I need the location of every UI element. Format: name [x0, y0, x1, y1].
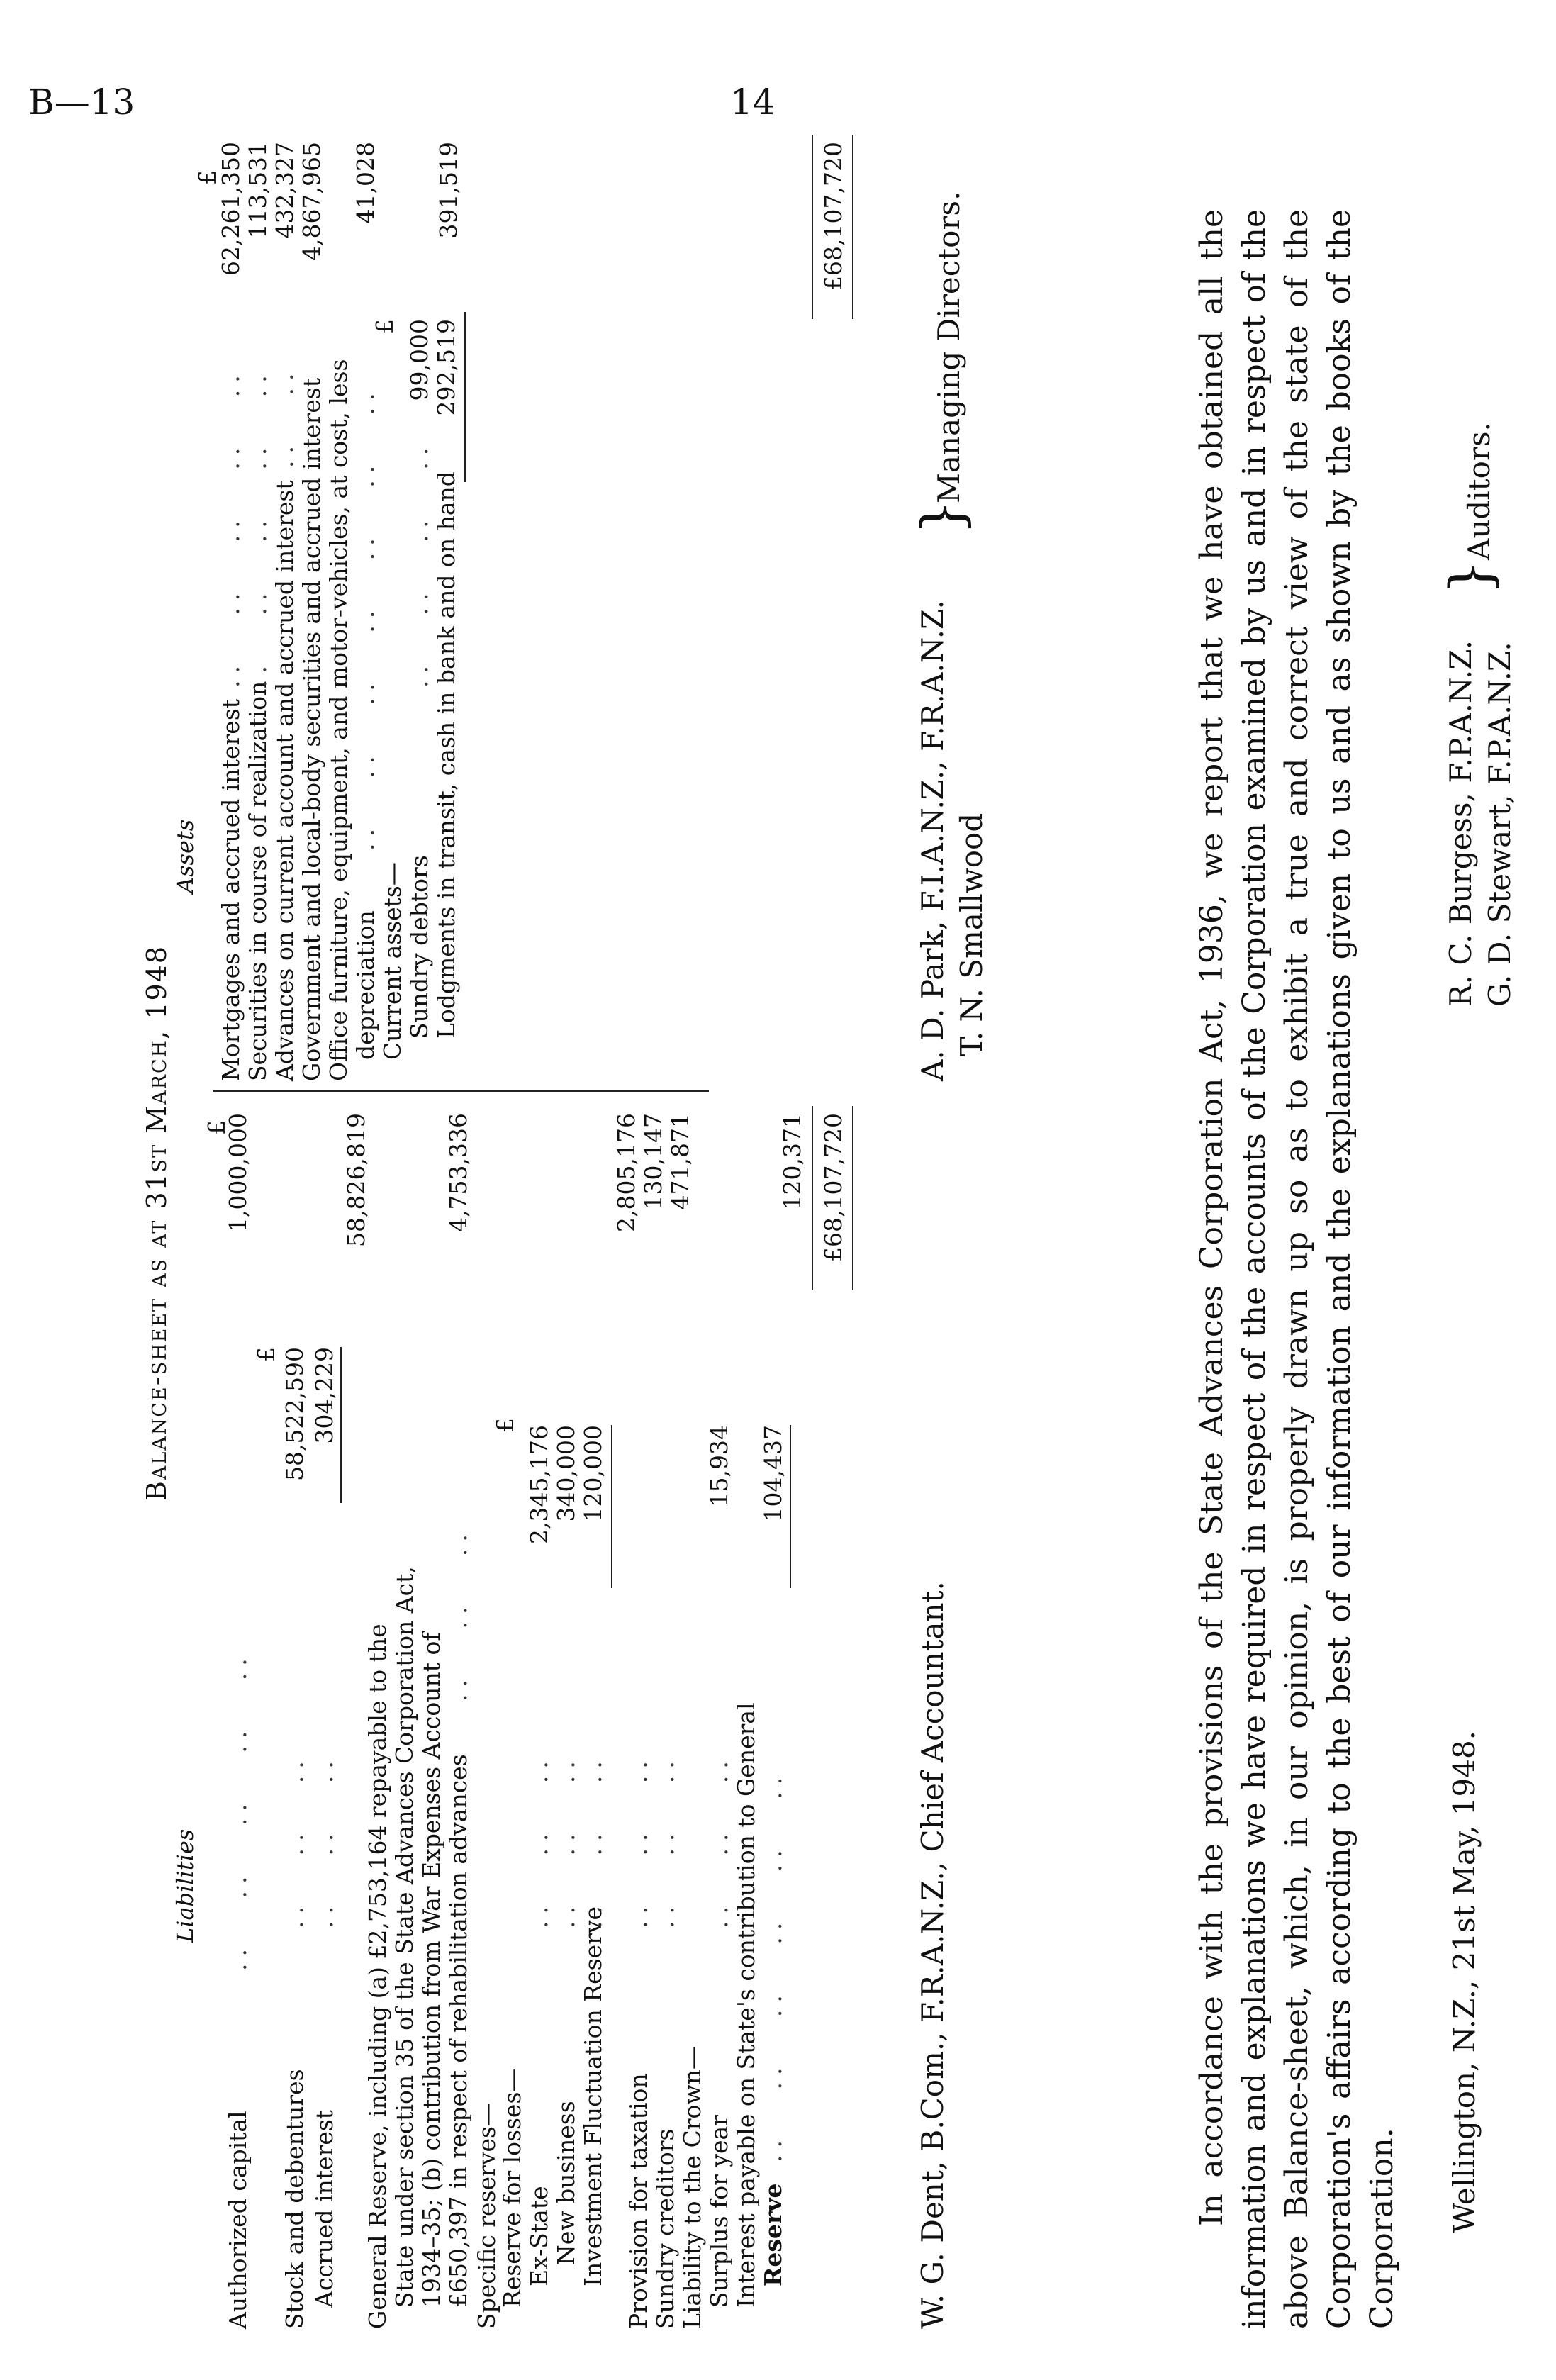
leader-dots: .. .. .. .. .. ..	[759, 1770, 787, 2162]
specific-reserves-total: 2,805,176	[612, 1113, 640, 1232]
leader-dots: .. ..	[271, 366, 298, 468]
general-reserve-line-4: £650,397 in respect of rehabilitation advances	[444, 1754, 472, 2308]
leader-dots: .. .. ..	[552, 1754, 580, 1928]
authorized-capital-amount: 1,000,000	[224, 1113, 252, 1232]
balance-sheet-rotated	[142, 106, 1556, 2340]
leader-dots: .. .. .. .. ..	[224, 1651, 252, 1971]
general-reserve-line-1: General Reserve, including (a) £2,753,164 repayable to the	[364, 1624, 391, 2329]
rule	[812, 135, 813, 319]
page-number: 14	[730, 82, 776, 123]
auditors-report: In accordance with the provisions of the State Advances Corporation Act, 1936, we report that we have obtained all the information and explanations we have required in respect of the accounts of the Corporation examined by us and in respect of the above Balance-sheet, which, in our opinion, is properly drawn up so as to exhibit a true and correct view of the state of the Corporation's affairs according to the best of our information and the explanations given to us and as shown by the books of the Corporation.	[1194, 209, 1400, 2329]
auditors-role: Auditors.	[1462, 422, 1496, 560]
general-reserve-line-2: State under section 35 of the State Advances Corporation Act,	[391, 1566, 418, 2308]
general-reserve-line-3: 1934–35; (b) contribution from War Expenses Account of	[418, 1632, 445, 2308]
surplus-amount: 15,934	[705, 1425, 733, 1507]
brace: }	[1438, 559, 1504, 596]
assets-heading: Assets	[172, 819, 198, 893]
securities-label: Securities in course of realization	[244, 681, 272, 1081]
crown-total: 120,371	[778, 1113, 806, 1210]
lodgments-amount: 292,519	[432, 319, 460, 416]
double-rule	[851, 135, 856, 319]
stock-amount: 58,522,590	[281, 1347, 308, 1481]
brace: }	[909, 499, 975, 535]
leader-dots: .. .. .. ..	[405, 440, 433, 688]
auditor-2: G. D. Stewart, F.P.A.N.Z.	[1482, 642, 1517, 1007]
accrued-amount: 304,229	[310, 1347, 338, 1444]
current-assets-total: 391,519	[435, 142, 462, 239]
investment-fluctuation-amount: 120,000	[579, 1425, 607, 1522]
stock-total: 58,826,819	[342, 1113, 370, 1247]
sundry-creditors-amount: 471,871	[666, 1113, 694, 1210]
assets-total: £68,107,720	[819, 142, 847, 291]
office-label-line-1: Office furniture, equipment, and motor-vehicles, at cost, less	[325, 359, 352, 1081]
double-rule	[851, 1106, 856, 1290]
taxation-amount: 130,147	[639, 1113, 667, 1210]
auditor-1: R. C. Burgess, F.P.A.N.Z.	[1443, 639, 1478, 1007]
investment-fluctuation-label: Investment Fluctuation Reserve	[579, 1906, 607, 2286]
accrued-label: Accrued interest	[310, 2109, 338, 2308]
balance-sheet-title: Balance-sheet as at 31st March, 1948	[141, 944, 172, 1502]
place-date: Wellington, N.Z., 21st May, 1948.	[1447, 1730, 1482, 2233]
leader-dots: .. .. .. .. .. .. ..	[352, 386, 379, 851]
reserve-amount: 104,437	[759, 1425, 787, 1522]
leader-dots: .. .. ..	[525, 1754, 553, 1928]
column-divider	[213, 1090, 709, 1092]
interest-payable-label: Interest payable on State's contribution to General	[732, 1702, 760, 2308]
authorized-capital-label: Authorized capital	[224, 2111, 252, 2329]
lodgments-label: Lodgments in transit, cash in bank and on hand	[432, 471, 460, 1039]
managing-directors-role: Managing Directors.	[931, 191, 966, 503]
leader-dots: .. .. ..	[705, 1754, 733, 1928]
liabilities-total: £68,107,720	[819, 1113, 847, 1262]
assets-currency-inner: £	[371, 319, 398, 334]
taxation-label: Provision for taxation	[625, 2073, 652, 2329]
rule	[812, 1106, 813, 1290]
surplus-label: Surplus for year	[705, 2115, 733, 2308]
page-reference: B—13	[28, 82, 135, 123]
advances-amount: 432,327	[271, 142, 298, 239]
liabilities-currency-inner: £	[252, 1347, 280, 1362]
leader-dots: .. .. ..	[310, 1754, 338, 1928]
general-reserve-amount: 4,753,336	[444, 1113, 472, 1232]
reserve-losses-label: Reserve for losses—	[498, 2068, 526, 2308]
office-label-line-2: depreciation	[352, 910, 379, 1060]
leader-dots: .. .. .. .. ..	[244, 368, 272, 688]
new-business-amount: 340,000	[552, 1425, 580, 1522]
liabilities-currency-outer: £	[203, 1120, 230, 1135]
director-1: A. D. Park, F.I.A.N.Z., F.R.A.N.Z.	[915, 600, 950, 1081]
reserve-label: Reserve	[759, 2183, 787, 2286]
liabilities-heading: Liabilities	[172, 1828, 198, 1943]
assets-currency-outer: £	[194, 170, 221, 185]
rule	[790, 1425, 791, 1588]
securities-amount: 113,531	[244, 142, 272, 239]
sundry-creditors-label: Sundry creditors	[651, 2128, 679, 2329]
ex-state-amount: 2,345,176	[525, 1425, 553, 1544]
advances-label: Advances on current account and accrued interest	[271, 480, 298, 1081]
leader-dots: .. .. ..	[651, 1754, 679, 1928]
specific-reserves-label: Specific reserves—	[473, 2103, 500, 2329]
mortgages-amount: 62,261,350	[217, 142, 245, 276]
rule	[464, 312, 466, 482]
sundry-debtors-amount: 99,000	[405, 319, 433, 401]
director-2: T. N. Smallwood	[954, 812, 989, 1056]
new-business-label: New business	[552, 2101, 580, 2265]
rule	[611, 1425, 612, 1588]
specific-currency: £	[491, 1418, 519, 1433]
government-amount: 4,867,965	[298, 142, 325, 261]
current-assets-label: Current assets—	[379, 862, 406, 1060]
leader-dots: .. .. ..	[625, 1754, 652, 1928]
ex-state-label: Ex-State	[525, 2186, 553, 2286]
leader-dots: .. .. ..	[579, 1754, 607, 1928]
leader-dots: .. .. .. .. ..	[217, 368, 245, 688]
office-amount: 41,028	[352, 142, 379, 224]
liability-crown-label: Liability to the Crown—	[678, 2046, 706, 2329]
chief-accountant-signature: W. G. Dent, B.Com., F.R.A.N.Z., Chief Accountant.	[915, 1581, 950, 2329]
sundry-debtors-label: Sundry debtors	[405, 855, 433, 1039]
leader-dots: .. .. ..	[444, 1527, 472, 1702]
government-label: Government and local-body securities and accrued interest	[298, 377, 325, 1081]
stock-label: Stock and debentures	[281, 2069, 308, 2329]
leader-dots: .. .. ..	[281, 1754, 308, 1928]
rule	[340, 1347, 342, 1503]
mortgages-label: Mortgages and accrued interest	[217, 698, 245, 1081]
